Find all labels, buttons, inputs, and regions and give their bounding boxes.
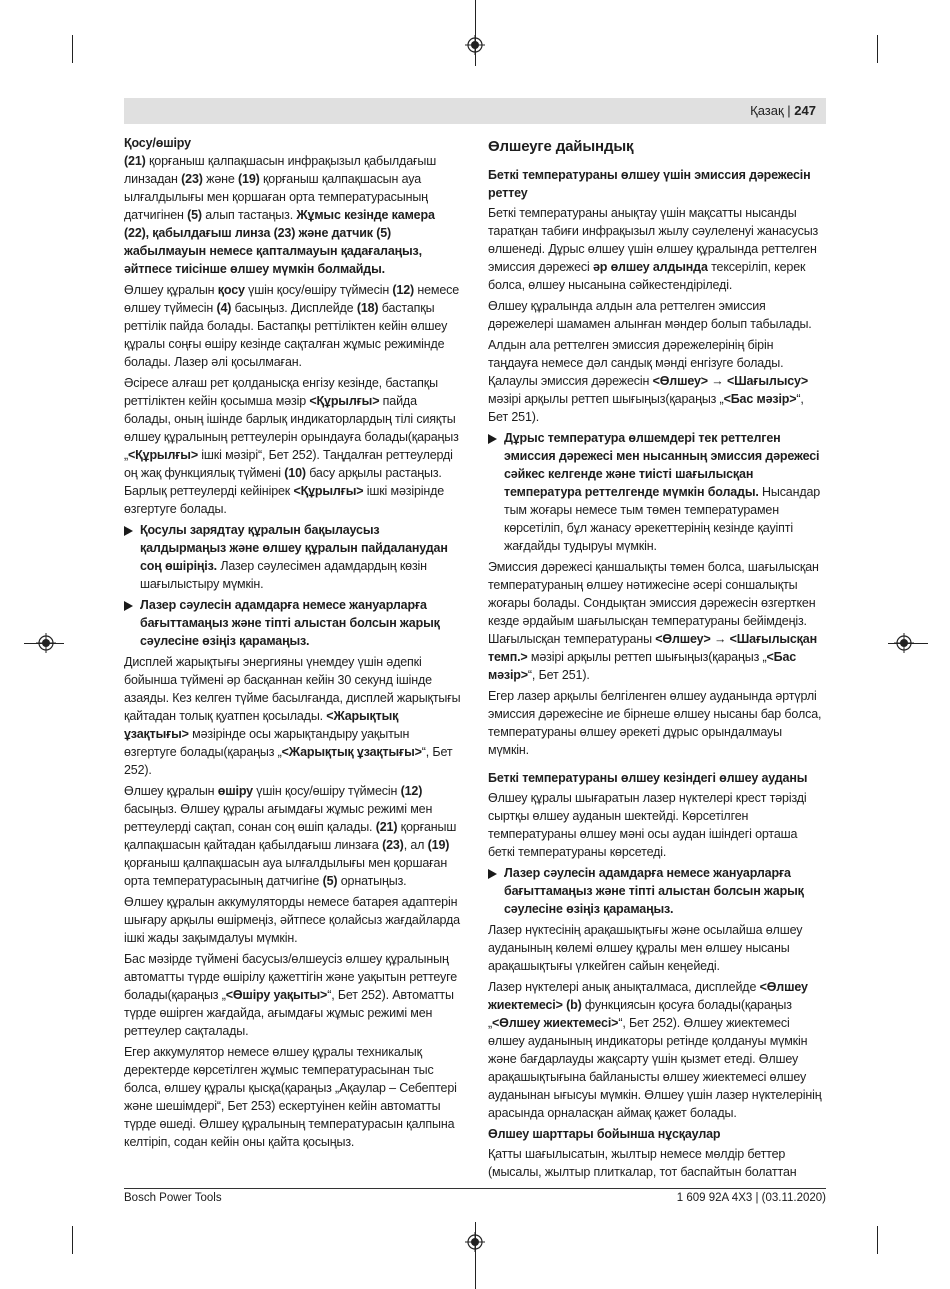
registration-mark-icon [465,35,485,55]
footer-rule [124,1188,826,1189]
subsection-heading-measuring-area: Беткі температураны өлшеу кезіндегі өлшеу ауданы [488,771,808,785]
paragraph: Өлшеу құралын қосу үшін қосу/өшіру түймесін (12) немесе өлшеу түймесін (4) басыңыз. Дисплейде (18) бастапқы реттілік пайда болады. Бастапқы реттіліктен кейін өлшеу құралы соңғы өшіру кезінде сақталған жұмыс режимінде болады. Лазер әлі қосылмаған. [124,283,460,369]
crop-mark [877,1226,878,1254]
header-text: Қазақ | 247 [750,103,816,118]
footer-brand: Bosch Power Tools [124,1192,222,1204]
paragraph: Лазер нүктелері анық анықталмаса, дисплейде <Өлшеу жиектемесі> (b) функциясын қосуға болады(қараңыз „<Өлшеу жиектемесі>“, Бет 252). Өлшеу жиектемесі өлшеу ауданының индикаторы ретінде қолдануы мүмкін және бағдарлауды жақсарту үшін қызмет етеді. Өлшеу арақашықтығына байланысты өлшеу жиектемесі өлшеу ауданынан ығысуы мүмкін. Өлшеу үшін лазер нүктелерінің арасында орналасқан аймақ қажет болады. [488,980,822,1120]
paragraph: Эмиссия дәрежесі қаншалықты төмен болса, шағылысқан температураның өлшеу нәтижесіне әсері соншалықты жоғары болады. Сондықтан эмиссия дәрежесін өзгерткен кезде әрдайым шағылысқан температураны бейімдеңіз. Шағылысқан температураны <Өлшеу> → <Шағылысқан темп.> мәзірі арқылы реттеп шығыңыз(қараңыз „<Бас мәзір>“, Бет 251). [488,560,819,682]
paragraph: Лазер нүктесінің арақашықтығы және осылайша өлшеу ауданының көлемі өлшеу құралы мен өлшеу нысаны арақашықтығы үлкейген сайын кеңейеді. [488,923,803,973]
paragraph: Бас мәзірде түймені басусыз/өлшеусіз өлшеу құралының автоматты түрде өшірілу қажеттігін және уақытын реттеуге болады(қараңыз „<Өшіру уақыты>“, Бет 252). Автоматты түрде өшірген жағдайда, ағымдағы жұмыс режимі мен реттеулер сақталады. [124,952,458,1038]
subsection-heading-emissivity: Беткі температураны өлшеу үшін эмиссия дәрежесін реттеу [488,168,811,200]
footer-doc-number: 1 609 92A 4X3 | (03.11.2020) [676,1192,826,1204]
paragraph: Қатты шағылысатын, жылтыр немесе мөлдір беттер (мысалы, жылтыр плиткалар, тот баспайтын болаттан [488,1147,797,1179]
warning-arrow-icon [488,869,497,879]
paragraph: Егер лазер арқылы белгіленген өлшеу ауданында әртүрлі эмиссия дәрежесіне ие бірнеше өлшеу нысаны бар болса, температураны өлшеу әрекеті дұрыс орындалмауы мүмкін. [488,689,822,757]
crop-mark [72,1226,73,1254]
section-heading-on-off: Қосу/өшіру [124,136,191,150]
safety-warning: Лазер сәулесін адамдарға немесе жануарларға бағыттамаңыз және тіпті алыстан болсын жарық сәулесіне өзіңіз қарамаңыз. [488,864,826,918]
paragraph: Өлшеу құралында алдын ала реттелген эмиссия дәрежелері шамамен алынған мәндер болып табылады. [488,299,812,331]
paragraph: Өлшеу құралы шығаратын лазер нүктелері крест тәрізді сыртқы өлшеу ауданын шектейді. Көрсетілген температураны өлшеу мәні осы аудан ішіндегі орташа беткі температураны көрсетеді. [488,791,807,859]
paragraph: Алдын ала реттелген эмиссия дәрежелерінің бірін таңдауға немесе дәл сандық мәнді енгізуге болады. Қалаулы эмиссия дәрежесін <Өлшеу> → <Шағылысу> мәзірі арқылы реттеп шығыңыз(қараңыз „<Бас мәзір>“, Бет 251). [488,338,808,424]
crop-mark [877,35,878,63]
subsection-heading-conditions: Өлшеу шарттары бойынша нұсқаулар [488,1127,721,1141]
page-number: 247 [794,103,816,118]
paragraph: Өлшеу құралын аккумуляторды немесе батарея адаптерін шығару арқылы өшірмеңіз, әйтпесе қолайсыз жағдайларда ішкі жады зақымдалуы мүмкін. [124,895,460,945]
safety-warning: Дұрыс температура өлшемдері тек реттелген эмиссия дәрежесі мен нысанның эмиссия дәрежесі сәйкес келгенде және тиісті шағылысқан температура реттелгенде мүмкін болады. Нысандар тым жоғары немесе тым төмен температурамен көрсетіліп, бұл жанасу әрекеттерінің кезінде қауіпті жағдайды тудыруы мүмкін. [488,429,826,555]
crop-mark [475,0,476,66]
page-header [124,98,826,124]
warning-arrow-icon [488,434,497,444]
paragraph: Егер аккумулятор немесе өлшеу құралы техникалық деректерде көрсетілген жұмыс температурасынан тыс болса, өлшеу құралы қысқа(қараңыз „Ақаулар – Себептері және шешімдері“, Бет 253) ескертуінен кейін автоматты түрде өшеді. Өлшеу құралының температурасын қалпына келтіріп, содан кейін оны қайта қосыңыз. [124,1045,457,1149]
safety-warning: Қосулы зарядтау құралын бақылаусыз қалдырмаңыз және өлшеу құралын пайдаланудан соң өшіріңіз. Лазер сәулесімен адамдардың көзін шағылыстыру мүмкін. [124,521,462,593]
registration-mark-icon [465,1232,485,1252]
warning-arrow-icon [124,601,133,611]
paragraph: Беткі температураны анықтау үшін мақсатты нысанды таратқан табиғи инфрақызыл жылу сәулеленуі жанасусыз өлшенеді. Дұрыс өлшеу үшін өлшеу құралында реттелген эмиссия дәрежесі әр өлшеу алдында тексеріліп, керек болса, өлшеу нысанына сәйкестендіріледі. [488,206,819,292]
section-title-preparation: Өлшеуге дайындық [488,138,634,155]
paragraph: Өлшеу құралын өшіру үшін қосу/өшіру түймесін (12) басыңыз. Өлшеу құралы ағымдағы жұмыс режимі мен реттеулерді сақтап, сонан соң өшіп қалады. (21) қорғаныш қалпақшасын қайтадан қабылдағыш линзаға (23), ал (19) қорғаныш қалпақшасын ауа ылғалдылығы мен қоршаған орта температурасының датчигіне (5) орнатыңыз. [124,784,457,888]
paragraph: Әсіресе алғаш рет қолданысқа енгізу кезінде, бастапқы реттіліктен кейін қосымша мәзір <Құрылғы> пайда болады, оның ішінде барлық индикаторлардың тілі сияқты өлшеу құралының реттеулерін орындауға болады(қараңыз „<Құрылғы> ішкі мәзірі“, Бет 252). Таңдалған реттеулерді оң жақ функциялық түймені (10) басу арқылы растаңыз. Барлық реттеулерді кейінірек <Құрылғы> ішкі мәзірінде өзгертуге болады. [124,376,459,516]
safety-warning: Лазер сәулесін адамдарға немесе жануарларға бағыттамаңыз және тіпті алыстан болсын жарық сәулесіне өзіңіз қарамаңыз. [124,596,462,650]
left-column [124,134,462,1154]
warning-arrow-icon [124,526,133,536]
header-language: Қазақ [750,103,784,118]
registration-mark-icon [36,633,56,653]
registration-mark-icon [894,633,914,653]
paragraph: Дисплей жарықтығы энергияны үнемдеу үшін әдепкі бойынша түймені әр басқаннан кейін 30 секунд ішінде азаяды. Кез келген түйме басылғанда, дисплей жарықтығы қайтадан толық қуатпен қосылады. <Жарықтық ұзақтығы> мәзірінде осы жарықтандыру уақытын өзгертуге болады(қараңыз „<Жарықтық ұзақтығы>“, Бет 252). [124,655,461,777]
crop-mark [72,35,73,63]
paragraph: (21) қорғаныш қалпақшасын инфрақызыл қабылдағыш линзадан (23) және (19) қорғаныш қалпақшасын ауа ылғалдылығы мен қоршаған орта температурасының датчигінен (5) алып тастаңыз. Жұмыс кезінде камера (22), қабылдағыш линза (23) және датчик (5) жабылмауын немесе қапталмауын қадағалаңыз, әйтпесе тиісінше өлшеу мүмкін болмайды. [124,154,437,276]
right-column [488,134,826,1184]
